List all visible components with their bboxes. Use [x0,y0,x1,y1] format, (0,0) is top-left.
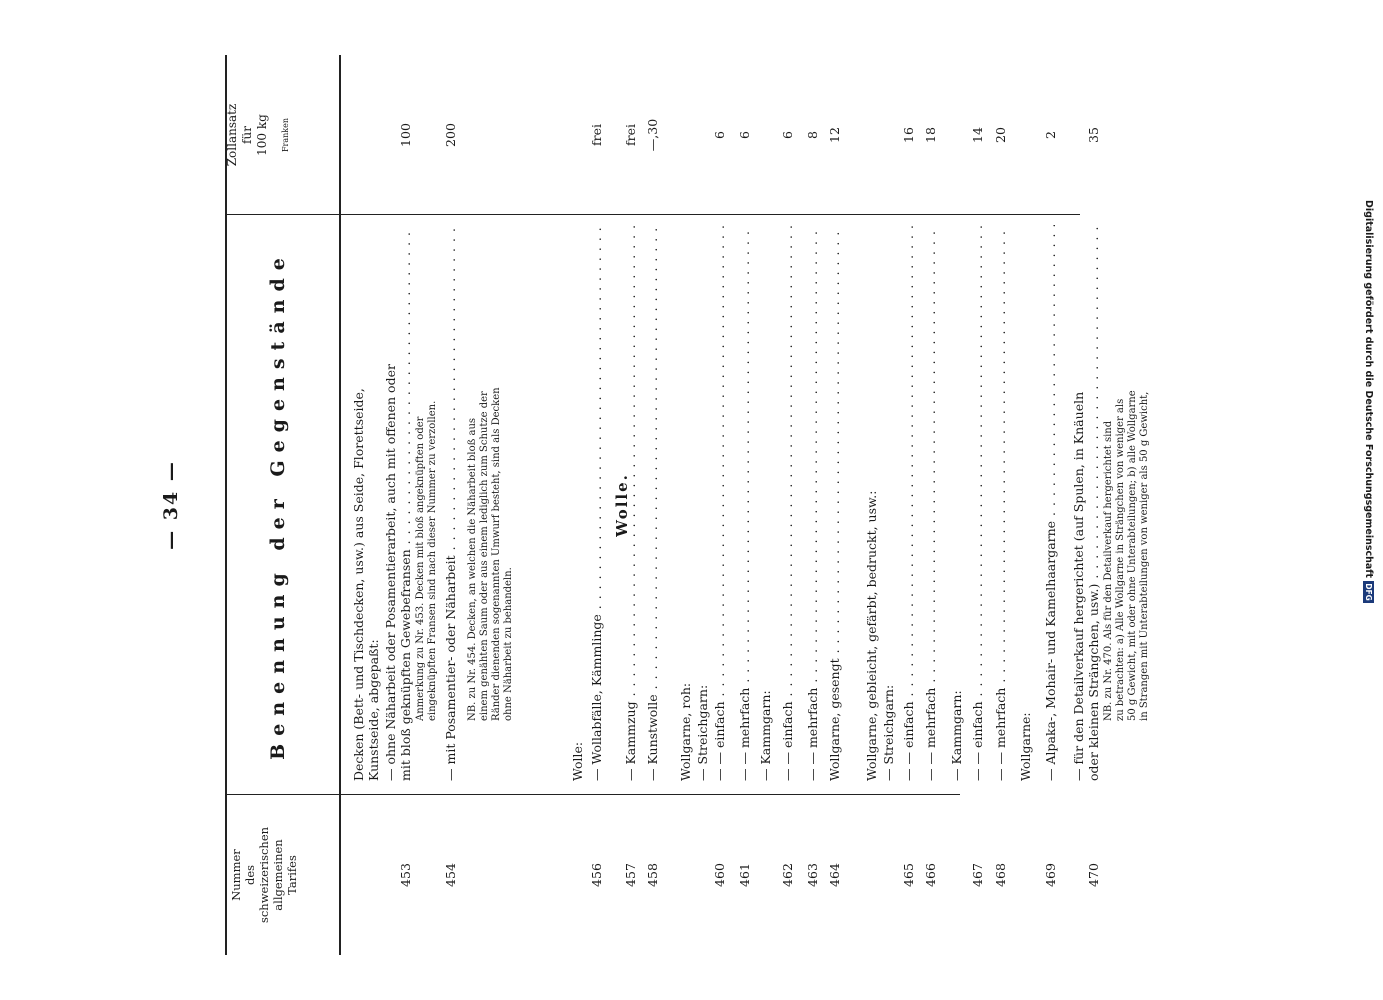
page-number: — 34 — [160,460,182,550]
tariff-number: 469 [1043,863,1058,887]
item-description-line: — — mehrfach . . . [923,225,938,781]
table-row [780,55,795,955]
duty-rate: 18 [923,127,938,143]
duty-rate: 6 [780,131,795,139]
item-description-line: — — mehrfach . . . [993,225,1008,781]
header-rate-line: Zollansatz [225,103,239,167]
tariff-number: 460 [712,863,727,887]
item-description-line: Wollgarne: [1018,712,1033,781]
table-row [1071,55,1101,955]
header-number-column [225,795,339,955]
note-line: in Strangen mit Unterabteilungen von weniger als 50 g Gewicht, [1139,391,1150,721]
tariff-number: 465 [901,863,916,887]
item-description-line: — Kammgarn: [758,690,773,781]
duty-rate: 35 [1086,127,1101,143]
dfg-credit-strip [1365,0,1383,1000]
tariff-number: 462 [780,863,795,887]
item-description-line: Decken (Bett- und Tischdecken, usw.) aus Seide, Florettseide, [351,388,366,781]
header-rate-unit: Franken [281,117,290,153]
dfg-logo: DFG [1364,583,1373,601]
table-row [443,55,458,955]
duty-rate: —,30 [645,118,660,152]
tariff-number: 470 [1086,863,1101,887]
table-row [901,55,916,955]
item-description-line: Wolle: [570,741,585,781]
item-description-line: — — einfach . . . [712,225,727,781]
table-row [645,55,660,955]
header-number-line: allgemeinen [271,839,285,911]
duty-rate: 14 [970,127,985,143]
item-description-line: Wollgarne, gesengt . . . [827,225,842,781]
table-row [589,55,604,955]
duty-rate: frei [623,124,638,146]
note-line: 50 g Gewicht, mit oder ohne Unterabteilungen; b) alle Wollgarne [1127,390,1138,721]
duty-rate: 20 [993,127,1008,143]
duty-rate: 12 [827,127,842,143]
duty-rate: 6 [737,131,752,139]
item-description-line: — — mehrfach . . . [737,225,752,781]
table-row [970,55,985,955]
duty-rate: frei [589,124,604,146]
table-row [805,55,820,955]
item-description-line: oder kleinen Strängchen, usw.) . . . [1086,225,1101,781]
header-rate-line: 100 kg [255,114,269,156]
item-description-line: — — einfach . . . [780,225,795,781]
tariff-number: 461 [737,863,752,887]
item-description-line: Wollgarne, gebleicht, gefärbt, bedruckt, usw.: [864,490,879,781]
dfg-credit-text: Digitalisierung gefördert durch die Deutsche Forschungsgemeinschaft [1363,200,1374,578]
note-line: Ränder dienenden sogenannten Umwurf besteht, sind als Decken [491,387,502,721]
header-name-column: Benennung der Gegenstände [267,250,289,760]
item-description-line: — — einfach . . . [901,225,916,781]
table-row [712,55,727,955]
header-rate-line: für [240,126,254,144]
table-row [827,55,842,955]
item-description-line: mit bloß geknüpften Gewebefransen . . . [398,225,413,781]
item-description-line: — — mehrfach . . . [805,225,820,781]
item-description-line: — Kunstwolle . . . [645,225,660,781]
item-description-line: — — einfach . . . [970,225,985,781]
item-description-line: — ohne Näharbeit oder Posamentierarbeit, auch mit offenen oder [383,364,398,781]
note-line: NB. zu Nr. 454. Decken, an welchen die Näharbeit bloß aus [467,417,478,721]
duty-rate: 100 [398,123,413,147]
tariff-number: 463 [805,863,820,887]
item-description-line: — Streichgarn: [695,684,710,781]
tariff-number: 464 [827,863,842,887]
section-title-wolle: Wolle. [613,473,631,537]
item-description-line: — Kammzug . . . [623,225,638,781]
table-row [383,55,413,955]
tariff-number: 458 [645,863,660,887]
duty-rate: 200 [443,123,458,147]
item-description-line: — Streichgarn: [881,684,896,781]
item-description-line: — mit Posamentier- oder Näharbeit . . . [443,225,458,781]
note-line: zu betrachten: a) Alle Wollgarne in Strängchen von weniger als [1115,398,1126,721]
duty-rate: 6 [712,131,727,139]
tariff-number: 457 [623,863,638,887]
header-rate-column [225,55,339,215]
header-bottom-rule [339,55,341,955]
item-description-line: — Kammgarn: [949,690,964,781]
item-description-line: Wollgarne, roh: [678,682,693,781]
header-number-line: des [243,864,257,886]
note-line: ohne Näharbeit zu behandeln. [503,567,514,721]
duty-rate: 2 [1043,131,1058,139]
tariff-number: 466 [923,863,938,887]
tariff-number: 467 [970,863,985,887]
header-number-line: Nummer [229,849,243,901]
item-description-line: Kunstseide, abgepaßt: [366,639,381,781]
note-line: eingeknüpften Fransen sind nach dieser Nummer zu verzollen. [427,400,438,721]
rotated-page [150,55,1250,955]
table-row [1043,55,1058,955]
duty-rate: 16 [901,127,916,143]
table-row [737,55,752,955]
item-description-line: — Wollabfälle, Kämmlinge . . . [589,225,604,781]
table-row [923,55,938,955]
note-line: NB. zu Nr. 470. Als für den Detailverkauf hergerichtet sind [1103,420,1114,721]
item-description-line: — für den Detailverkauf hergerichtet (auf Spulen, in Knäueln [1071,391,1086,781]
table-row [993,55,1008,955]
note-line: einem genähten Saum oder aus einem lediglich zum Schutze der [479,391,490,721]
duty-rate: 8 [805,131,820,139]
tariff-number: 468 [993,863,1008,887]
header-number-line: schweizerischen [257,826,271,924]
note-line: Anmerkung zu Nr. 453. Decken mit bloß angeknüpften oder [415,416,426,721]
tariff-number: 456 [589,863,604,887]
table-row [623,55,638,955]
header-number-line: Tarifes [285,855,299,895]
tariff-number: 454 [443,863,458,887]
tariff-number: 453 [398,863,413,887]
item-description-line: — Alpaka-, Mohair- und Kamelhaargarne . . . [1043,225,1058,781]
